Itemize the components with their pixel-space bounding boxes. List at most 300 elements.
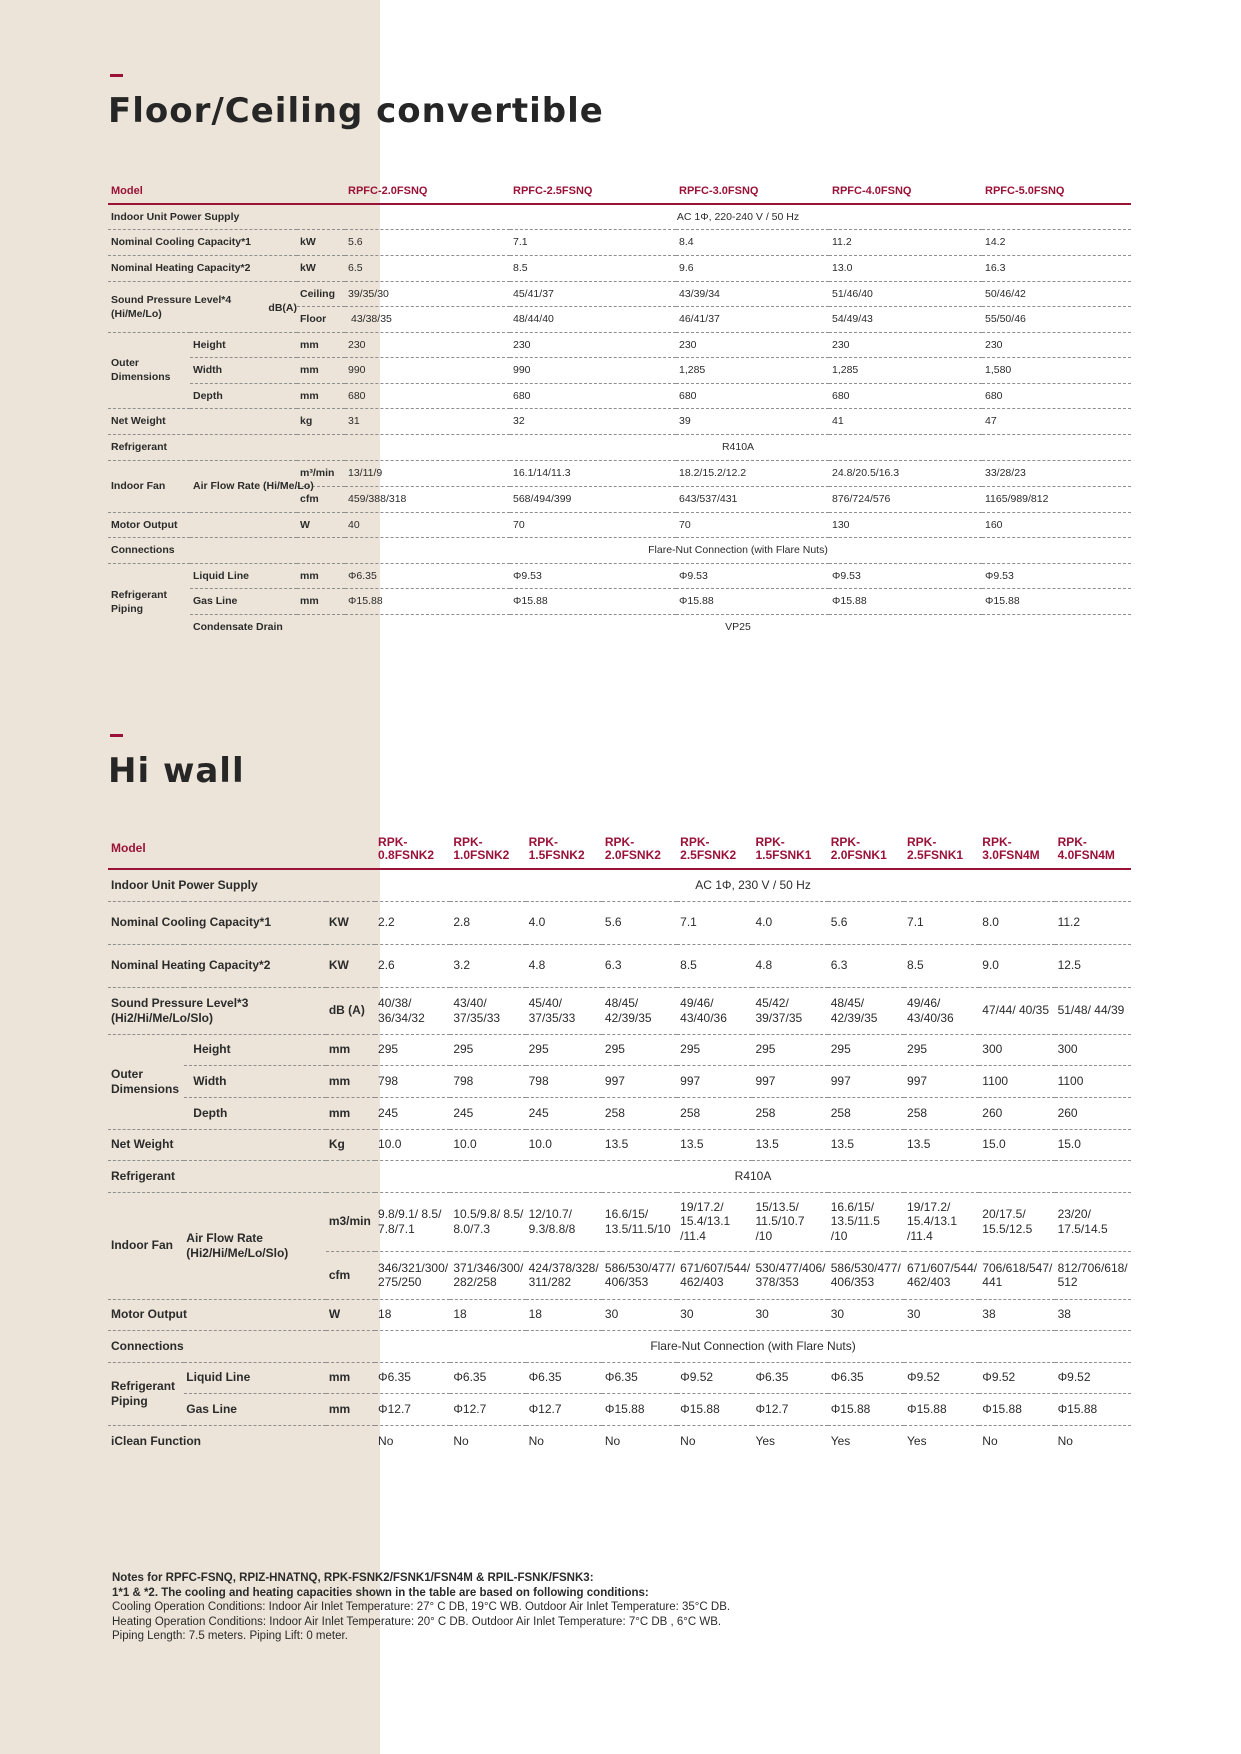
table-row xyxy=(108,383,1131,408)
value-line1: 15/13.5/ xyxy=(755,1199,799,1214)
cell-value: 50/46/42 xyxy=(982,281,1131,306)
cell-value: 55/50/46 xyxy=(982,306,1131,332)
cell-value: 680 xyxy=(829,383,982,408)
value-line2: 8.0/7.3 xyxy=(453,1221,491,1236)
cell-value xyxy=(979,987,1054,1034)
cell-value: Yes xyxy=(755,1433,776,1448)
cell-value: 990 xyxy=(510,357,676,383)
model-header-row xyxy=(108,829,1131,869)
cell-value: 10.0 xyxy=(450,1129,525,1160)
cell-value: 51/46/40 xyxy=(829,281,982,306)
cell-value: 13.5 xyxy=(752,1129,827,1160)
sound-label-line2: (Hi/Me/Lo) xyxy=(111,307,162,320)
table-row xyxy=(108,1034,1131,1065)
row-label: Nominal Heating Capacity*2 xyxy=(108,255,297,281)
table-row xyxy=(108,1330,1131,1362)
value-line3: /10 xyxy=(755,1228,773,1243)
model-name-line2: 1.5FSNK1 xyxy=(755,847,812,862)
cell-value: 258 xyxy=(828,1097,904,1129)
unit-label: dB (A) xyxy=(326,987,375,1034)
cell-value: 15.0 xyxy=(979,1129,1054,1160)
cell-value: 245 xyxy=(450,1097,525,1129)
cell-value: 295 xyxy=(602,1034,677,1065)
unit-label: mm xyxy=(326,1097,375,1129)
row-label: Motor Output xyxy=(108,1299,326,1330)
value-line1: 424/378/328/ xyxy=(528,1260,599,1275)
value-line1: 45/40/ xyxy=(528,996,562,1010)
value-line2: 512 xyxy=(1057,1275,1078,1289)
cell-value: 13.0 xyxy=(829,255,982,281)
value-line1: 19/17.2/ xyxy=(907,1199,951,1214)
unit-label: kg xyxy=(297,408,345,434)
power-supply-value: AC 1Φ, 230 V / 50 Hz xyxy=(375,869,1131,901)
cell-value xyxy=(450,987,525,1034)
cell-value: Yes xyxy=(907,1433,927,1448)
cell-value: 11.2 xyxy=(1055,901,1131,944)
cell-value: Φ6.35 xyxy=(602,1362,677,1393)
cell-value: 13.5 xyxy=(677,1129,752,1160)
cell-value: 997 xyxy=(828,1065,904,1097)
value-line2: 15.4/13.1 xyxy=(680,1214,731,1229)
row-label: Motor Output xyxy=(108,512,297,537)
cell-value: 130 xyxy=(829,512,982,537)
value-line1: 12/10.7/ xyxy=(528,1207,572,1221)
model-name-line2: 2.5FSNK2 xyxy=(680,847,737,862)
cell-value: 48/44/40 xyxy=(510,306,676,332)
cell-value: Φ15.88 xyxy=(676,588,829,614)
value-line1: 9.8/9.1/ 8.5/ xyxy=(378,1207,442,1221)
cell-value: Yes xyxy=(830,1433,851,1448)
model-name-line2: 2.0FSNK2 xyxy=(604,847,661,862)
model-label: Model xyxy=(108,178,345,204)
table-row xyxy=(108,1192,1131,1251)
row-label: Refrigerant xyxy=(108,434,345,460)
cell-value: 9.0 xyxy=(979,944,1054,987)
unit-label: mm xyxy=(297,588,345,614)
value-line1: 812/706/618/ xyxy=(1057,1260,1128,1275)
model-name xyxy=(526,829,602,869)
model-name xyxy=(1055,829,1131,869)
model-name-line1: RPK- xyxy=(528,834,558,849)
cell-value: Φ9.53 xyxy=(510,563,676,588)
sub-label xyxy=(184,1192,326,1299)
cell-value: 6.5 xyxy=(345,255,510,281)
cell-value: 798 xyxy=(450,1065,525,1097)
value-line2: 13.5/11.5/10 xyxy=(604,1221,671,1236)
cell-value: 18 xyxy=(526,1299,602,1330)
cell-value xyxy=(1055,1251,1131,1299)
cell-value xyxy=(1055,987,1131,1034)
unit-label: mm xyxy=(297,332,345,357)
cell-value: 7.1 xyxy=(904,901,979,944)
value-line1: 586/530/477/ xyxy=(604,1260,675,1275)
cell-value: 1,285 xyxy=(829,357,982,383)
sub-label: Height xyxy=(184,1034,326,1065)
table-row xyxy=(108,1362,1131,1393)
value-line3: /11.4 xyxy=(680,1228,706,1243)
table-row xyxy=(108,204,1131,229)
value-line1: 19/17.2/ xyxy=(680,1199,724,1214)
model-name-line2: 1.0FSNK2 xyxy=(453,847,510,862)
unit-label: mm xyxy=(326,1393,375,1425)
value-line2: 462/403 xyxy=(907,1275,951,1289)
cell-value: 990 xyxy=(345,357,510,383)
model-name-line1: RPK- xyxy=(680,834,710,849)
cell-value: 30 xyxy=(677,1299,752,1330)
table-row xyxy=(108,332,1131,357)
cell-value: 46/41/37 xyxy=(676,306,829,332)
value-line1: 16.6/15/ xyxy=(604,1207,649,1221)
row-label: Nominal Cooling Capacity*1 xyxy=(108,229,297,255)
table-row xyxy=(108,229,1131,255)
value-line2: 43/40/36 xyxy=(680,1010,727,1025)
row-label: Connections xyxy=(108,1330,375,1362)
outer-label-line2: Dimensions xyxy=(111,1081,180,1096)
power-supply-value: AC 1Φ, 220-240 V / 50 Hz xyxy=(345,204,1131,229)
value-line2: 36/34/32 xyxy=(378,1010,425,1025)
value-line2: 441 xyxy=(982,1275,1003,1289)
cell-value: Φ12.7 xyxy=(526,1393,602,1425)
cell-value: 38 xyxy=(1055,1299,1131,1330)
table-row xyxy=(108,537,1131,563)
unit-label: m3/min xyxy=(326,1192,375,1251)
table-row xyxy=(108,869,1131,901)
cell-value: Φ15.88 xyxy=(982,588,1131,614)
cell-value: 245 xyxy=(375,1097,450,1129)
row-label: Indoor Unit Power Supply xyxy=(108,204,345,229)
notes-cooling: Cooling Operation Conditions: Indoor Air Inlet Temperature: 27° C DB, 19°C WB. Outdoor Air Inlet Temperature: 35°C DB. xyxy=(112,1601,731,1613)
value-line2: 462/403 xyxy=(680,1275,724,1289)
cell-value: Φ15.88 xyxy=(904,1393,979,1425)
sub-label: Height xyxy=(190,332,297,357)
value-line2: 15.4/13.1 xyxy=(907,1214,958,1229)
cell-value: 41 xyxy=(829,408,982,434)
cell-value xyxy=(526,1251,602,1299)
unit-label: Kg xyxy=(326,1129,375,1160)
value-line2: 311/282 xyxy=(528,1275,572,1289)
cell-value: 18 xyxy=(375,1299,450,1330)
cell-value: 8.5 xyxy=(677,944,752,987)
value-line2: 378/353 xyxy=(755,1275,799,1289)
cell-value: 5.6 xyxy=(602,901,677,944)
model-name-line1: RPK- xyxy=(755,834,785,849)
cell-value xyxy=(904,1251,979,1299)
cell-value: 30 xyxy=(602,1299,677,1330)
unit-label: KW xyxy=(326,944,375,987)
cell-value: 10.0 xyxy=(526,1129,602,1160)
outer-label-line2: Dimensions xyxy=(111,371,171,383)
unit-label: W xyxy=(297,512,345,537)
cell-value: 258 xyxy=(752,1097,827,1129)
table-row xyxy=(108,563,1131,588)
sub-label: Liquid Line xyxy=(184,1362,326,1393)
model-name: RPFC-3.0FSNQ xyxy=(676,178,829,204)
cell-value: 997 xyxy=(602,1065,677,1097)
cell-value xyxy=(752,1192,827,1251)
sound-label-line1: Sound Pressure Level*3 xyxy=(111,996,249,1010)
cell-value: 45/41/37 xyxy=(510,281,676,306)
cell-value xyxy=(979,1192,1054,1251)
cell-value: 13.5 xyxy=(828,1129,904,1160)
sub-label: Condensate Drain xyxy=(193,621,283,634)
model-name xyxy=(752,829,827,869)
value-line1: 20/17.5/ xyxy=(982,1207,1026,1221)
cell-value: No xyxy=(604,1433,621,1448)
connections-value: Flare-Nut Connection (with Flare Nuts) xyxy=(345,537,1131,563)
cell-value: 1100 xyxy=(1055,1065,1131,1097)
notes-block xyxy=(112,1571,1012,1644)
cell-value xyxy=(375,1192,450,1251)
airflow-label-line1: Air Flow Rate xyxy=(186,1231,263,1245)
cell-value: Φ12.7 xyxy=(450,1393,525,1425)
value-line2: 42/39/35 xyxy=(830,1010,878,1025)
cell-value: 70 xyxy=(510,512,676,537)
cell-value xyxy=(904,1192,979,1251)
model-name xyxy=(375,829,450,869)
table-row xyxy=(108,1065,1131,1097)
unit-label: cfm xyxy=(297,486,345,512)
cell-value xyxy=(450,1192,525,1251)
cell-value: 680 xyxy=(510,383,676,408)
cell-value: Φ6.35 xyxy=(526,1362,602,1393)
section1-title: Floor/Ceiling convertible xyxy=(108,91,604,131)
cell-value: 70 xyxy=(676,512,829,537)
model-name-line1: RPK- xyxy=(907,834,937,849)
cell-value: Φ15.88 xyxy=(1055,1393,1131,1425)
cell-value: 16.1/14/11.3 xyxy=(510,460,676,486)
section2-title: Hi wall xyxy=(108,751,245,791)
cell-value: 12.5 xyxy=(1055,944,1131,987)
connections-value: Flare-Nut Connection (with Flare Nuts) xyxy=(375,1330,1131,1362)
cell-value xyxy=(375,987,450,1034)
value-line2: 15.5/12.5 xyxy=(982,1221,1033,1236)
cell-value: 30 xyxy=(828,1299,904,1330)
cell-value: 6.3 xyxy=(602,944,677,987)
cell-value: 295 xyxy=(375,1034,450,1065)
value-line2: 43/40/36 xyxy=(907,1010,954,1025)
value-line1: 45/42/ xyxy=(755,996,789,1010)
value-line2: 37/35/33 xyxy=(453,1010,501,1025)
table-row xyxy=(108,1097,1131,1129)
cell-value xyxy=(1055,1192,1131,1251)
hi-wall-spec-table xyxy=(108,829,1131,1456)
value-line2: 406/353 xyxy=(604,1275,649,1289)
value-line1: 40/38/ xyxy=(378,996,412,1010)
cell-value: 568/494/399 xyxy=(510,486,676,512)
cell-value: 459/388/318 xyxy=(345,486,510,512)
cell-value: 230 xyxy=(345,332,510,357)
value-line1: 16.6/15/ xyxy=(830,1199,875,1214)
model-header-row xyxy=(108,178,1131,204)
sound-label-line2: (Hi2/Hi/Me/Lo/Slo) xyxy=(111,1010,213,1025)
cell-value: 680 xyxy=(982,383,1131,408)
table-row xyxy=(108,1299,1131,1330)
cell-value: 4.0 xyxy=(526,901,602,944)
value-line1: 530/477/406/ xyxy=(755,1260,826,1275)
row-label: Indoor Unit Power Supply xyxy=(108,869,375,901)
cell-value: 295 xyxy=(828,1034,904,1065)
cell-value xyxy=(375,1251,450,1299)
sub-label: Width xyxy=(190,357,297,383)
value-line2: 11.5/10.7 xyxy=(755,1214,805,1229)
row-label: Nominal Cooling Capacity*1 xyxy=(108,901,326,944)
model-name-line1: RPK- xyxy=(604,834,635,849)
value-line2: 42/39/35 xyxy=(604,1010,652,1025)
cell-value: No xyxy=(982,1433,998,1448)
cell-value: Φ9.52 xyxy=(1055,1362,1131,1393)
cell-value xyxy=(677,987,752,1034)
unit-label: m³/min xyxy=(297,460,345,486)
cell-value xyxy=(677,1192,752,1251)
outer-label-line1: Outer xyxy=(111,357,140,369)
value-line2: 9.3/8.8/8 xyxy=(528,1221,576,1236)
cell-value xyxy=(828,987,904,1034)
row-label: Indoor Fan xyxy=(108,460,190,512)
value-line2: 39/37/35 xyxy=(755,1010,803,1025)
cell-value: Φ6.35 xyxy=(828,1362,904,1393)
value-line2: 13.5/11.5 xyxy=(830,1214,880,1229)
cell-value xyxy=(602,987,677,1034)
value-line2: 275/250 xyxy=(378,1275,422,1289)
cell-value: Φ6.35 xyxy=(450,1362,525,1393)
value-line1: 47/44/ 40/35 xyxy=(982,1003,1050,1018)
unit-label: mm xyxy=(326,1362,375,1393)
sub-label: Floor xyxy=(297,306,345,332)
table-row xyxy=(108,512,1131,537)
cell-value: 8.4 xyxy=(676,229,829,255)
cell-value: 43/39/34 xyxy=(676,281,829,306)
model-name-line2: 1.5FSNK2 xyxy=(528,847,585,862)
model-name: RPFC-5.0FSNQ xyxy=(982,178,1131,204)
sub-label: Liquid Line xyxy=(190,563,297,588)
cell-value: Φ6.35 xyxy=(752,1362,827,1393)
row-label: Nominal Heating Capacity*2 xyxy=(108,944,326,987)
notes-piping: Piping Length: 7.5 meters. Piping Lift: 0 meter. xyxy=(112,1630,348,1642)
refrigerant-value: R410A xyxy=(345,434,1131,460)
row-label xyxy=(108,1362,184,1425)
cell-value xyxy=(677,1251,752,1299)
cell-value: 997 xyxy=(677,1065,752,1097)
row-label: Refrigerant xyxy=(108,1160,375,1192)
cell-value: 230 xyxy=(982,332,1131,357)
model-name-line2: 3.0FSN4M xyxy=(982,847,1040,862)
cell-value: 230 xyxy=(829,332,982,357)
table-row xyxy=(108,408,1131,434)
sub-label: Air Flow Rate (Hi/Me/Lo) xyxy=(190,460,297,512)
value-line1: 51/48/ 44/39 xyxy=(1057,1003,1125,1018)
model-name-line1: RPK- xyxy=(1057,834,1087,849)
row-label: Indoor Fan xyxy=(108,1192,184,1299)
sub-label: Gas Line xyxy=(184,1393,326,1425)
value-line1: 706/618/547/ xyxy=(982,1260,1053,1275)
table-row xyxy=(108,987,1131,1034)
cell-value: 39 xyxy=(676,408,829,434)
cell-value: Φ15.88 xyxy=(510,588,676,614)
cell-value: Φ6.35 xyxy=(345,563,510,588)
cell-value: Φ15.88 xyxy=(829,588,982,614)
piping-label-line1: Refrigerant xyxy=(111,588,168,601)
cell-value: 1100 xyxy=(979,1065,1054,1097)
cell-value: 876/724/576 xyxy=(829,486,982,512)
notes-heading: Notes for RPFC-FSNQ, RPIZ-HNATNQ, RPK-FSNK2/FSNK1/FSN4M & RPIL-FSNK/FSNK3: xyxy=(112,1572,594,1584)
cell-value: 245 xyxy=(526,1097,602,1129)
cell-value: 2.6 xyxy=(375,944,450,987)
cell-value xyxy=(450,1251,525,1299)
value-line2: 17.5/14.5 xyxy=(1057,1221,1108,1236)
model-name-line2: 2.0FSNK1 xyxy=(830,847,887,862)
value-line1: 346/321/300/ xyxy=(378,1260,449,1275)
cell-value: 8.0 xyxy=(979,901,1054,944)
cell-value: 295 xyxy=(904,1034,979,1065)
cell-value: 13.5 xyxy=(602,1129,677,1160)
cell-value: 16.3 xyxy=(982,255,1131,281)
cell-value xyxy=(526,1192,602,1251)
model-name-line2: 2.5FSNK1 xyxy=(907,847,964,862)
unit-label: mm xyxy=(326,1065,375,1097)
cell-value xyxy=(828,1251,904,1299)
cell-value: 295 xyxy=(752,1034,827,1065)
sound-unit: dB(A) xyxy=(268,301,297,314)
table-row xyxy=(108,1160,1131,1192)
value-line1: 586/530/477/ xyxy=(830,1260,901,1275)
model-name xyxy=(979,829,1054,869)
table-row xyxy=(108,614,1131,640)
value-line3: /10 xyxy=(830,1228,848,1243)
row-label xyxy=(108,332,190,408)
cell-value: No xyxy=(1057,1433,1073,1448)
unit-label: cfm xyxy=(326,1251,375,1299)
piping-label-line2: Piping xyxy=(111,602,144,615)
cell-value: 300 xyxy=(1055,1034,1131,1065)
cell-value: 643/537/431 xyxy=(676,486,829,512)
value-line1: 48/45/ xyxy=(830,996,865,1010)
model-name xyxy=(450,829,525,869)
cell-value: 258 xyxy=(677,1097,752,1129)
cell-value: 4.8 xyxy=(752,944,827,987)
table-row xyxy=(108,1425,1131,1456)
cell-value: 160 xyxy=(982,512,1131,537)
value-line2: 406/353 xyxy=(830,1275,875,1289)
model-name-line1: RPK- xyxy=(982,834,1012,849)
cell-value: 1165/989/812 xyxy=(982,486,1131,512)
refrigerant-value: R410A xyxy=(375,1160,1131,1192)
cell-value: 260 xyxy=(1055,1097,1131,1129)
cell-value: 3.2 xyxy=(450,944,525,987)
cell-value: Φ9.52 xyxy=(677,1362,752,1393)
cell-value: 9.6 xyxy=(676,255,829,281)
value-line2: 7.8/7.1 xyxy=(378,1221,415,1236)
row-label xyxy=(108,987,326,1034)
value-line1: 371/346/300/ xyxy=(453,1260,524,1275)
cell-value: 10.0 xyxy=(375,1129,450,1160)
cell-value: 13.5 xyxy=(904,1129,979,1160)
cell-value: 14.2 xyxy=(982,229,1131,255)
value-line3: /11.4 xyxy=(907,1228,933,1243)
cell-value: 1,285 xyxy=(676,357,829,383)
table-row xyxy=(108,901,1131,944)
cell-value: 47 xyxy=(982,408,1131,434)
cell-value: 230 xyxy=(676,332,829,357)
cell-value: Φ9.52 xyxy=(979,1362,1054,1393)
cell-value: Φ15.88 xyxy=(979,1393,1054,1425)
cell-value: No xyxy=(528,1433,544,1448)
cell-value: 32 xyxy=(510,408,676,434)
cell-value: 30 xyxy=(904,1299,979,1330)
section2-accent-bar xyxy=(110,734,123,737)
model-name xyxy=(602,829,677,869)
cell-value: No xyxy=(453,1433,469,1448)
unit-label: mm xyxy=(297,383,345,408)
